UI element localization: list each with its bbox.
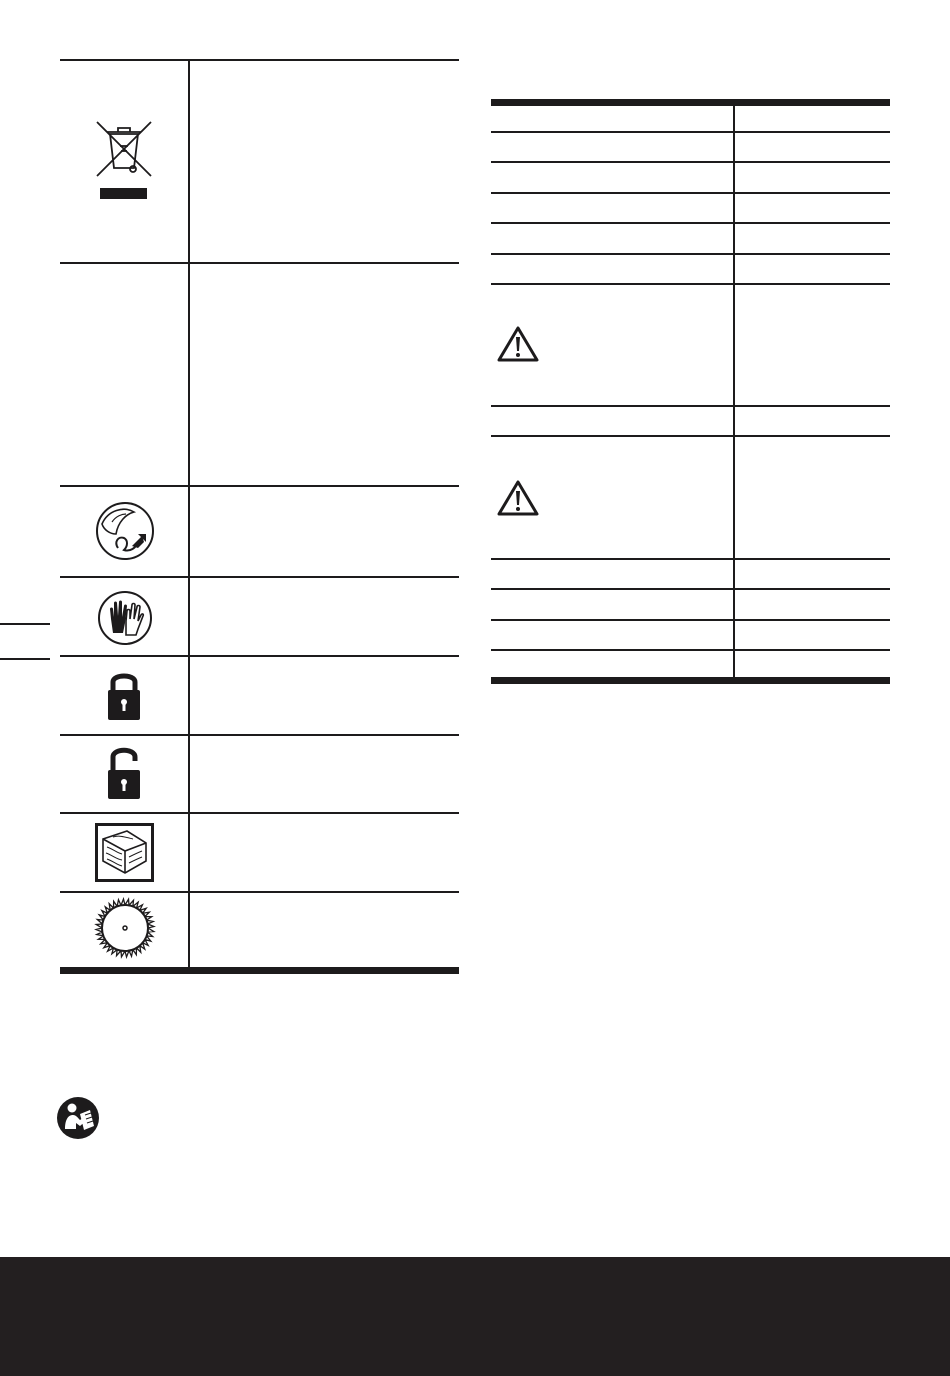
warning-triangle-icon bbox=[496, 325, 540, 363]
column-divider bbox=[733, 104, 735, 678]
row-divider bbox=[491, 131, 890, 133]
warning-triangle-icon bbox=[496, 479, 540, 517]
row-divider bbox=[491, 161, 890, 163]
footer-band bbox=[0, 1257, 950, 1376]
ear-eye-protection-icon bbox=[94, 500, 156, 562]
table-bottom-rule bbox=[60, 967, 459, 974]
table-top-rule bbox=[60, 59, 459, 61]
row-divider bbox=[491, 253, 890, 255]
row-divider bbox=[60, 655, 459, 657]
row-divider bbox=[491, 558, 890, 560]
row-divider bbox=[491, 405, 890, 407]
row-divider bbox=[60, 485, 459, 487]
saw-blade-icon bbox=[94, 897, 156, 959]
row-divider bbox=[491, 435, 890, 437]
padlock-unlocked-icon bbox=[106, 745, 142, 801]
row-divider bbox=[60, 891, 459, 893]
wood-block-icon bbox=[95, 823, 154, 882]
padlock-locked-icon bbox=[106, 668, 142, 722]
row-divider bbox=[60, 576, 459, 578]
column-divider bbox=[188, 59, 190, 968]
row-divider bbox=[60, 734, 459, 736]
crossed-wheelie-bin-icon bbox=[92, 118, 156, 202]
row-divider bbox=[491, 649, 890, 651]
row-divider bbox=[491, 588, 890, 590]
row-divider bbox=[60, 812, 459, 814]
protective-gloves-icon bbox=[96, 589, 154, 647]
table-top-rule bbox=[491, 99, 890, 106]
row-divider bbox=[491, 222, 890, 224]
margin-tab-rule bbox=[0, 623, 50, 625]
row-divider bbox=[491, 619, 890, 621]
row-divider bbox=[491, 283, 890, 285]
margin-tab-rule bbox=[0, 658, 50, 660]
read-manual-icon bbox=[56, 1096, 100, 1140]
row-divider bbox=[491, 192, 890, 194]
table-bottom-rule bbox=[491, 677, 890, 684]
row-divider bbox=[60, 262, 459, 264]
